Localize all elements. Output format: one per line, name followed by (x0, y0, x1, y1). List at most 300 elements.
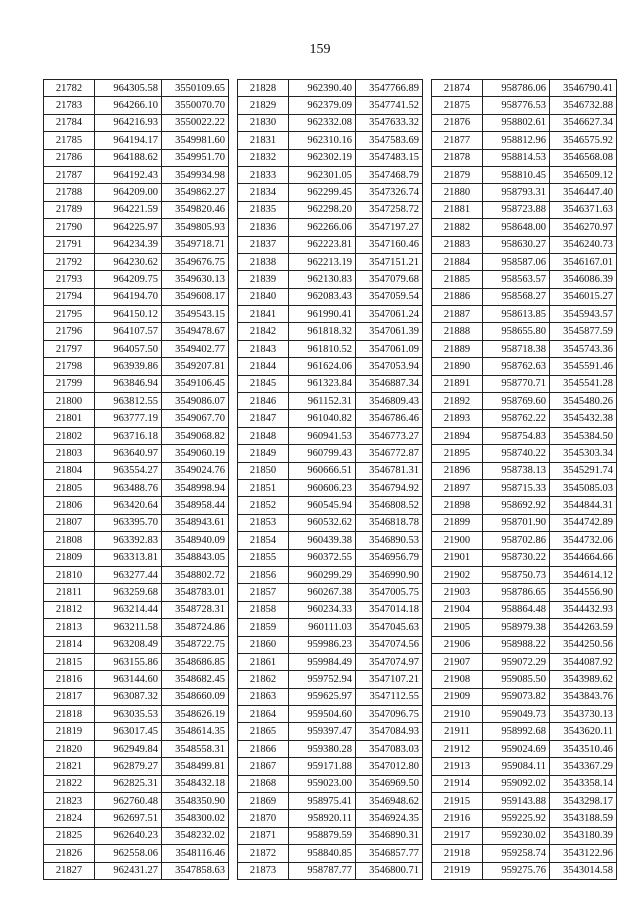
table-row (432, 80, 617, 97)
table-row (238, 375, 423, 392)
y-coordinate-cell: 3545743.36 (550, 340, 617, 357)
table-row (238, 201, 423, 218)
y-coordinate-cell: 3547741.52 (356, 97, 423, 114)
point-id-cell: 21813 (44, 619, 95, 636)
y-coordinate-cell: 3547583.69 (356, 132, 423, 149)
table-row (44, 758, 229, 775)
table-row (238, 132, 423, 149)
y-coordinate-cell: 3546857.77 (356, 845, 423, 862)
y-coordinate-cell: 3549934.98 (162, 166, 229, 183)
point-id-cell: 21861 (238, 653, 289, 670)
y-coordinate-cell: 3543730.13 (550, 706, 617, 723)
table-row (238, 288, 423, 305)
point-id-cell: 21909 (432, 688, 483, 705)
point-id-cell: 21811 (44, 584, 95, 601)
table-row (238, 688, 423, 705)
x-coordinate-cell: 958563.57 (483, 271, 550, 288)
table-row (238, 80, 423, 97)
y-coordinate-cell: 3548943.61 (162, 514, 229, 531)
table-row (238, 427, 423, 444)
table-row (432, 619, 617, 636)
x-coordinate-cell: 963420.64 (95, 497, 162, 514)
point-id-cell: 21878 (432, 149, 483, 166)
table-row (44, 253, 229, 270)
x-coordinate-cell: 959625.97 (289, 688, 356, 705)
point-id-cell: 21897 (432, 479, 483, 496)
x-coordinate-cell: 958750.73 (483, 566, 550, 583)
table-row (432, 253, 617, 270)
coordinate-table-3 (431, 79, 617, 880)
y-coordinate-cell: 3548626.19 (162, 706, 229, 723)
table-row (238, 340, 423, 357)
x-coordinate-cell: 964221.59 (95, 201, 162, 218)
x-coordinate-cell: 962825.31 (95, 775, 162, 792)
x-coordinate-cell: 958776.53 (483, 97, 550, 114)
table-row (238, 114, 423, 131)
table-row (238, 306, 423, 323)
table-row (238, 653, 423, 670)
x-coordinate-cell: 962697.51 (95, 810, 162, 827)
table-row (238, 236, 423, 253)
y-coordinate-cell: 3544263.59 (550, 619, 617, 636)
table-row (432, 271, 617, 288)
x-coordinate-cell: 958979.38 (483, 619, 550, 636)
x-coordinate-cell: 959504.60 (289, 706, 356, 723)
table-row (44, 601, 229, 618)
point-id-cell: 21844 (238, 358, 289, 375)
table-row (238, 566, 423, 583)
table-row (238, 462, 423, 479)
x-coordinate-cell: 958864.48 (483, 601, 550, 618)
x-coordinate-cell: 960606.23 (289, 479, 356, 496)
x-coordinate-cell: 958723.88 (483, 201, 550, 218)
y-coordinate-cell: 3544087.92 (550, 653, 617, 670)
x-coordinate-cell: 962760.48 (95, 793, 162, 810)
y-coordinate-cell: 3547014.18 (356, 601, 423, 618)
y-coordinate-cell: 3544250.56 (550, 636, 617, 653)
y-coordinate-cell: 3547633.32 (356, 114, 423, 131)
page-number: 159 (309, 42, 331, 57)
table-row (44, 271, 229, 288)
point-id-cell: 21912 (432, 740, 483, 757)
y-coordinate-cell: 3549024.76 (162, 462, 229, 479)
y-coordinate-cell: 3547197.27 (356, 219, 423, 236)
y-coordinate-cell: 3547096.75 (356, 706, 423, 723)
point-id-cell: 21843 (238, 340, 289, 357)
table-row (432, 236, 617, 253)
x-coordinate-cell: 963259.68 (95, 584, 162, 601)
point-id-cell: 21819 (44, 723, 95, 740)
point-id-cell: 21914 (432, 775, 483, 792)
table-row (432, 358, 617, 375)
x-coordinate-cell: 958762.22 (483, 410, 550, 427)
point-id-cell: 21791 (44, 236, 95, 253)
x-coordinate-cell: 963313.81 (95, 549, 162, 566)
y-coordinate-cell: 3543358.14 (550, 775, 617, 792)
y-coordinate-cell: 3543620.11 (550, 723, 617, 740)
table-row (432, 166, 617, 183)
point-id-cell: 21836 (238, 219, 289, 236)
x-coordinate-cell: 960799.43 (289, 445, 356, 462)
y-coordinate-cell: 3549106.45 (162, 375, 229, 392)
table-row (432, 288, 617, 305)
point-id-cell: 21800 (44, 393, 95, 410)
y-coordinate-cell: 3547468.79 (356, 166, 423, 183)
x-coordinate-cell: 958770.71 (483, 375, 550, 392)
table-row (432, 845, 617, 862)
point-id-cell: 21902 (432, 566, 483, 583)
x-coordinate-cell: 964234.39 (95, 236, 162, 253)
table-row (238, 723, 423, 740)
y-coordinate-cell: 3547766.89 (356, 80, 423, 97)
table-row (432, 793, 617, 810)
x-coordinate-cell: 964305.58 (95, 80, 162, 97)
table-row (238, 775, 423, 792)
y-coordinate-cell: 3546800.71 (356, 862, 423, 879)
table-row (44, 619, 229, 636)
y-coordinate-cell: 3545384.50 (550, 427, 617, 444)
table-row (44, 706, 229, 723)
point-id-cell: 21832 (238, 149, 289, 166)
point-id-cell: 21886 (432, 288, 483, 305)
y-coordinate-cell: 3548614.35 (162, 723, 229, 740)
point-id-cell: 21818 (44, 706, 95, 723)
table-row (432, 601, 617, 618)
table-row (432, 566, 617, 583)
table-row (238, 810, 423, 827)
x-coordinate-cell: 961323.84 (289, 375, 356, 392)
y-coordinate-cell: 3543843.76 (550, 688, 617, 705)
x-coordinate-cell: 961990.41 (289, 306, 356, 323)
point-id-cell: 21899 (432, 514, 483, 531)
point-id-cell: 21885 (432, 271, 483, 288)
x-coordinate-cell: 962879.27 (95, 758, 162, 775)
y-coordinate-cell: 3546371.63 (550, 201, 617, 218)
point-id-cell: 21895 (432, 445, 483, 462)
table-row (44, 636, 229, 653)
point-id-cell: 21787 (44, 166, 95, 183)
y-coordinate-cell: 3543510.46 (550, 740, 617, 757)
table-row (432, 201, 617, 218)
x-coordinate-cell: 964192.43 (95, 166, 162, 183)
point-id-cell: 21849 (238, 445, 289, 462)
point-id-cell: 21788 (44, 184, 95, 201)
point-id-cell: 21889 (432, 340, 483, 357)
point-id-cell: 21792 (44, 253, 95, 270)
table-row (44, 514, 229, 531)
point-id-cell: 21880 (432, 184, 483, 201)
table-row (432, 462, 617, 479)
table-row (238, 166, 423, 183)
point-id-cell: 21802 (44, 427, 95, 444)
x-coordinate-cell: 961040.82 (289, 410, 356, 427)
table-row (44, 184, 229, 201)
point-id-cell: 21898 (432, 497, 483, 514)
y-coordinate-cell: 3547258.72 (356, 201, 423, 218)
point-id-cell: 21896 (432, 462, 483, 479)
y-coordinate-cell: 3546240.73 (550, 236, 617, 253)
table-row (432, 340, 617, 357)
table-row (432, 636, 617, 653)
point-id-cell: 21908 (432, 671, 483, 688)
x-coordinate-cell: 958655.80 (483, 323, 550, 340)
point-id-cell: 21903 (432, 584, 483, 601)
point-id-cell: 21796 (44, 323, 95, 340)
y-coordinate-cell: 3545291.74 (550, 462, 617, 479)
x-coordinate-cell: 959258.74 (483, 845, 550, 862)
x-coordinate-cell: 964266.10 (95, 97, 162, 114)
table-row (238, 253, 423, 270)
point-id-cell: 21888 (432, 323, 483, 340)
y-coordinate-cell: 3547074.97 (356, 653, 423, 670)
table-row (432, 479, 617, 496)
table-row (432, 584, 617, 601)
table-row (44, 532, 229, 549)
x-coordinate-cell: 964194.70 (95, 288, 162, 305)
table-row (432, 775, 617, 792)
point-id-cell: 21809 (44, 549, 95, 566)
point-id-cell: 21807 (44, 514, 95, 531)
point-id-cell: 21814 (44, 636, 95, 653)
point-id-cell: 21835 (238, 201, 289, 218)
x-coordinate-cell: 963777.19 (95, 410, 162, 427)
y-coordinate-cell: 3543367.29 (550, 758, 617, 775)
y-coordinate-cell: 3550109.65 (162, 80, 229, 97)
table-row (432, 514, 617, 531)
table-row (238, 827, 423, 844)
table-row (432, 375, 617, 392)
x-coordinate-cell: 958568.27 (483, 288, 550, 305)
table-row (238, 584, 423, 601)
x-coordinate-cell: 959275.76 (483, 862, 550, 879)
y-coordinate-cell: 3549067.70 (162, 410, 229, 427)
point-id-cell: 21852 (238, 497, 289, 514)
y-coordinate-cell: 3548802.72 (162, 566, 229, 583)
y-coordinate-cell: 3547112.55 (356, 688, 423, 705)
point-id-cell: 21785 (44, 132, 95, 149)
y-coordinate-cell: 3546969.50 (356, 775, 423, 792)
point-id-cell: 21913 (432, 758, 483, 775)
table-row (238, 497, 423, 514)
point-id-cell: 21906 (432, 636, 483, 653)
point-id-cell: 21877 (432, 132, 483, 149)
point-id-cell: 21804 (44, 462, 95, 479)
table-row (238, 219, 423, 236)
point-id-cell: 21860 (238, 636, 289, 653)
y-coordinate-cell: 3548783.01 (162, 584, 229, 601)
x-coordinate-cell: 963554.27 (95, 462, 162, 479)
x-coordinate-cell: 963392.83 (95, 532, 162, 549)
x-coordinate-cell: 962298.20 (289, 201, 356, 218)
x-coordinate-cell: 958630.27 (483, 236, 550, 253)
x-coordinate-cell: 963939.86 (95, 358, 162, 375)
x-coordinate-cell: 958975.41 (289, 793, 356, 810)
table-row (44, 845, 229, 862)
point-id-cell: 21856 (238, 566, 289, 583)
x-coordinate-cell: 959092.02 (483, 775, 550, 792)
table-row (432, 97, 617, 114)
table-row (238, 549, 423, 566)
table-row (44, 358, 229, 375)
x-coordinate-cell: 963144.60 (95, 671, 162, 688)
table-row (44, 149, 229, 166)
x-coordinate-cell: 959072.29 (483, 653, 550, 670)
y-coordinate-cell: 3548958.44 (162, 497, 229, 514)
table-row (432, 740, 617, 757)
y-coordinate-cell: 3550022.22 (162, 114, 229, 131)
point-id-cell: 21864 (238, 706, 289, 723)
point-id-cell: 21873 (238, 862, 289, 879)
table-row (44, 427, 229, 444)
table-row (432, 410, 617, 427)
x-coordinate-cell: 959023.00 (289, 775, 356, 792)
y-coordinate-cell: 3548722.75 (162, 636, 229, 653)
point-id-cell: 21823 (44, 793, 95, 810)
point-id-cell: 21866 (238, 740, 289, 757)
point-id-cell: 21870 (238, 810, 289, 827)
y-coordinate-cell: 3543298.17 (550, 793, 617, 810)
table-row (44, 810, 229, 827)
point-id-cell: 21848 (238, 427, 289, 444)
x-coordinate-cell: 963812.55 (95, 393, 162, 410)
point-id-cell: 21790 (44, 219, 95, 236)
point-id-cell: 21874 (432, 80, 483, 97)
x-coordinate-cell: 959171.88 (289, 758, 356, 775)
table-row (432, 497, 617, 514)
x-coordinate-cell: 958992.68 (483, 723, 550, 740)
table-row (432, 184, 617, 201)
x-coordinate-cell: 963035.53 (95, 706, 162, 723)
point-id-cell: 21883 (432, 236, 483, 253)
x-coordinate-cell: 964230.62 (95, 253, 162, 270)
table-row (44, 549, 229, 566)
y-coordinate-cell: 3548116.46 (162, 845, 229, 862)
table-row (44, 306, 229, 323)
x-coordinate-cell: 959143.88 (483, 793, 550, 810)
table-row (238, 740, 423, 757)
y-coordinate-cell: 3547858.63 (162, 862, 229, 879)
x-coordinate-cell: 962213.19 (289, 253, 356, 270)
y-coordinate-cell: 3549981.60 (162, 132, 229, 149)
point-id-cell: 21816 (44, 671, 95, 688)
x-coordinate-cell: 958787.77 (289, 862, 356, 879)
y-coordinate-cell: 3547151.21 (356, 253, 423, 270)
y-coordinate-cell: 3548724.86 (162, 619, 229, 636)
point-id-cell: 21815 (44, 653, 95, 670)
point-id-cell: 21838 (238, 253, 289, 270)
x-coordinate-cell: 959073.82 (483, 688, 550, 705)
point-id-cell: 21857 (238, 584, 289, 601)
y-coordinate-cell: 3548998.94 (162, 479, 229, 496)
point-id-cell: 21868 (238, 775, 289, 792)
table-row (44, 80, 229, 97)
x-coordinate-cell: 958920.11 (289, 810, 356, 827)
point-id-cell: 21863 (238, 688, 289, 705)
y-coordinate-cell: 3546773.27 (356, 427, 423, 444)
y-coordinate-cell: 3546890.31 (356, 827, 423, 844)
point-id-cell: 21850 (238, 462, 289, 479)
y-coordinate-cell: 3549478.67 (162, 323, 229, 340)
table-row (238, 636, 423, 653)
x-coordinate-cell: 959984.49 (289, 653, 356, 670)
table-row (44, 479, 229, 496)
table-row (238, 601, 423, 618)
x-coordinate-cell: 958810.45 (483, 166, 550, 183)
point-id-cell: 21916 (432, 810, 483, 827)
point-id-cell: 21893 (432, 410, 483, 427)
y-coordinate-cell: 3548660.09 (162, 688, 229, 705)
point-id-cell: 21831 (238, 132, 289, 149)
y-coordinate-cell: 3547084.93 (356, 723, 423, 740)
point-id-cell: 21879 (432, 166, 483, 183)
x-coordinate-cell: 962310.16 (289, 132, 356, 149)
x-coordinate-cell: 963208.49 (95, 636, 162, 653)
y-coordinate-cell: 3547012.80 (356, 758, 423, 775)
y-coordinate-cell: 3548350.90 (162, 793, 229, 810)
point-id-cell: 21851 (238, 479, 289, 496)
y-coordinate-cell: 3549805.93 (162, 219, 229, 236)
x-coordinate-cell: 962302.19 (289, 149, 356, 166)
point-id-cell: 21839 (238, 271, 289, 288)
y-coordinate-cell: 3548300.02 (162, 810, 229, 827)
table-row (44, 862, 229, 879)
y-coordinate-cell: 3546772.87 (356, 445, 423, 462)
point-id-cell: 21847 (238, 410, 289, 427)
y-coordinate-cell: 3543188.59 (550, 810, 617, 827)
table-row (44, 219, 229, 236)
x-coordinate-cell: 962431.27 (95, 862, 162, 879)
point-id-cell: 21794 (44, 288, 95, 305)
table-row (44, 166, 229, 183)
table-row (238, 862, 423, 879)
x-coordinate-cell: 958613.85 (483, 306, 550, 323)
table-row (238, 619, 423, 636)
point-id-cell: 21821 (44, 758, 95, 775)
table-row (238, 845, 423, 862)
y-coordinate-cell: 3546809.43 (356, 393, 423, 410)
table-row (44, 375, 229, 392)
x-coordinate-cell: 958786.65 (483, 584, 550, 601)
point-id-cell: 21806 (44, 497, 95, 514)
table-row (432, 862, 617, 879)
table-row (44, 688, 229, 705)
point-id-cell: 21782 (44, 80, 95, 97)
point-id-cell: 21842 (238, 323, 289, 340)
x-coordinate-cell: 962332.08 (289, 114, 356, 131)
x-coordinate-cell: 964150.12 (95, 306, 162, 323)
point-id-cell: 21798 (44, 358, 95, 375)
x-coordinate-cell: 964225.97 (95, 219, 162, 236)
x-coordinate-cell: 961624.06 (289, 358, 356, 375)
table-row (432, 532, 617, 549)
x-coordinate-cell: 960111.03 (289, 619, 356, 636)
y-coordinate-cell: 3546781.31 (356, 462, 423, 479)
x-coordinate-cell: 962223.81 (289, 236, 356, 253)
x-coordinate-cell: 963087.32 (95, 688, 162, 705)
y-coordinate-cell: 3548499.81 (162, 758, 229, 775)
y-coordinate-cell: 3546948.62 (356, 793, 423, 810)
y-coordinate-cell: 3548558.31 (162, 740, 229, 757)
x-coordinate-cell: 959397.47 (289, 723, 356, 740)
coordinate-table-1 (43, 79, 229, 880)
point-id-cell: 21825 (44, 827, 95, 844)
y-coordinate-cell: 3546167.01 (550, 253, 617, 270)
table-row (44, 584, 229, 601)
point-id-cell: 21901 (432, 549, 483, 566)
y-coordinate-cell: 3549086.07 (162, 393, 229, 410)
point-id-cell: 21810 (44, 566, 95, 583)
table-row (432, 688, 617, 705)
